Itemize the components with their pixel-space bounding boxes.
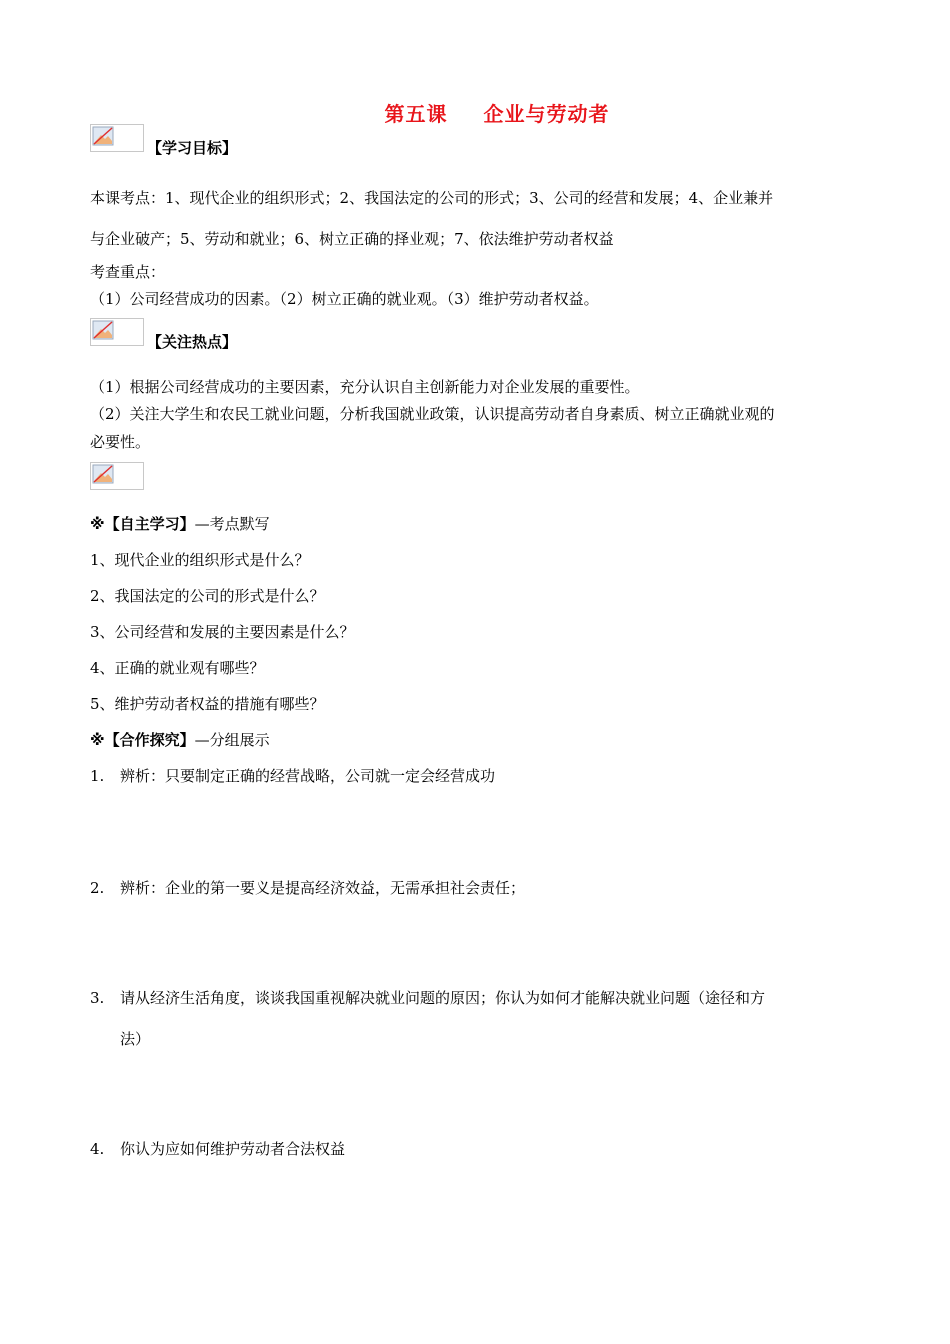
list-item: 辨析：只要制定正确的经营战略，公司就一定会经营成功 [120, 767, 496, 785]
list-item-number: 1. [90, 767, 105, 785]
heading-goals: 【学习目标】 [147, 139, 238, 157]
focus-items: （1）公司经营成功的因素。（2）树立正确的就业观。（3）维护劳动者权益。 [90, 290, 599, 308]
list-item: 你认为应如何维护劳动者合法权益 [120, 1140, 346, 1158]
broken-image-icon [90, 462, 144, 490]
page-title [0, 98, 950, 127]
question-item: 4、正确的就业观有哪些？ [90, 659, 265, 677]
list-item-number: 4. [90, 1140, 105, 1158]
hot-item-2-line-1: （2）关注大学生和农民工就业问题，分析我国就业政策，认识提高劳动者自身素质、树立正确就业观的 [90, 405, 775, 423]
title-topic: 企业与劳动者 [483, 102, 610, 126]
list-item-number: 2. [90, 879, 105, 897]
list-item-continuation: 法） [120, 1030, 151, 1048]
focus-label: 考查重点： [90, 263, 166, 281]
self-study-heading: 【自主学习】 [104, 515, 195, 533]
goals-line-2: 与企业破产；5、劳动和就业；6、树立正确的择业观；7、依法维护劳动者权益 [90, 230, 614, 248]
list-item: 辨析：企业的第一要义是提高经济效益，无需承担社会责任； [120, 879, 526, 897]
broken-image-icon [90, 318, 144, 346]
title-lesson: 第五课 [384, 102, 448, 126]
reference-mark: ※ [90, 731, 105, 749]
question-item: 3、公司经营和发展的主要因素是什么？ [90, 623, 355, 641]
cooperation-heading: 【合作探究】 [104, 731, 195, 749]
hot-item-1: （1）根据公司经营成功的主要因素，充分认识自主创新能力对企业发展的重要性。 [90, 378, 640, 396]
broken-image-icon [90, 124, 144, 152]
reference-mark: ※ [90, 515, 105, 533]
cooperation-suffix: —分组展示 [194, 731, 270, 749]
question-item: 1、现代企业的组织形式是什么？ [90, 551, 310, 569]
question-item: 5、维护劳动者权益的措施有哪些？ [90, 695, 325, 713]
self-study-suffix: —考点默写 [194, 515, 270, 533]
question-item: 2、我国法定的公司的形式是什么？ [90, 587, 325, 605]
heading-hot: 【关注热点】 [147, 333, 238, 351]
list-item-number: 3. [90, 989, 105, 1007]
goals-line-1: 本课考点：1、现代企业的组织形式；2、我国法定的公司的形式；3、公司的经营和发展；4、企业兼并 [90, 189, 774, 207]
heading-self-study [90, 514, 270, 534]
list-item: 请从经济生活角度，谈谈我国重视解决就业问题的原因；你认为如何才能解决就业问题（途径和方 [120, 989, 766, 1007]
hot-item-2-line-2: 必要性。 [90, 433, 151, 451]
heading-cooperation [90, 730, 270, 750]
